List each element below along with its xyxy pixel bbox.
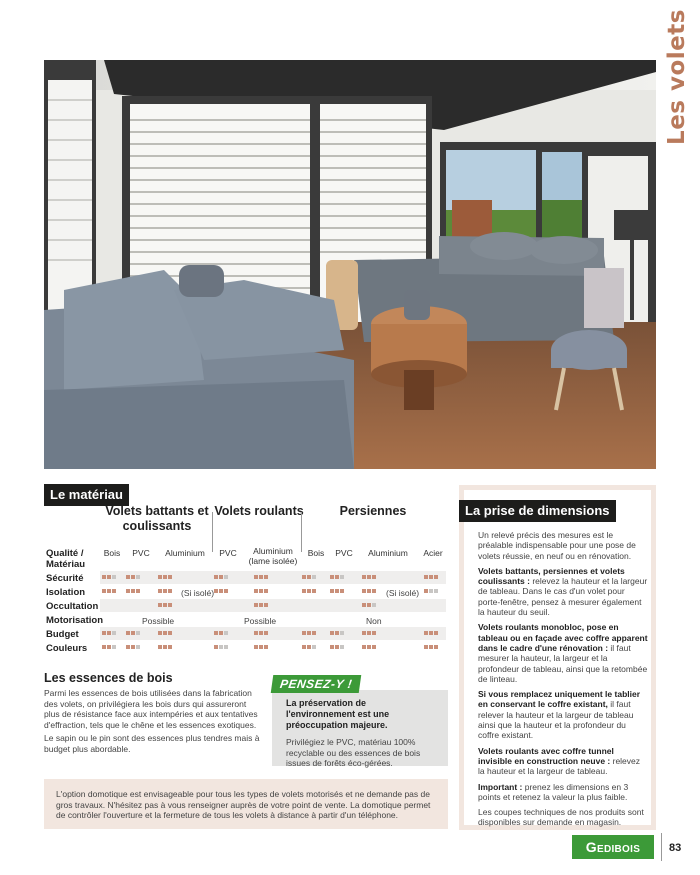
- dimensions-text: [478, 530, 648, 833]
- rating-couleurs-8: [424, 645, 438, 649]
- dimensions-item: Volets roulants monobloc, pose en tableau ou en façade avec coffre apparent dans le cadre d'une rénovation : il faut mesurer la hauteur, la largeur et la profondeur de tableau, ainsi que la retombée de linteau.: [478, 622, 648, 684]
- rating-couleurs-5: [302, 645, 316, 649]
- rating-isolation-3: [214, 589, 228, 593]
- group-header-battants: Volets battants et coulissants: [105, 504, 209, 533]
- motorisation-persiennes: Non: [366, 616, 382, 626]
- rating-isolation-4: [254, 589, 268, 593]
- rating-isolation-6: [330, 589, 344, 593]
- row-label-occultation: Occultation: [46, 601, 99, 612]
- rating-sécurité-2: [158, 575, 172, 579]
- rating-isolation-8: [424, 589, 438, 593]
- rating-isolation-0: [102, 589, 116, 593]
- rating-couleurs-3: [214, 645, 228, 649]
- rating-isolation-2: [158, 589, 172, 593]
- side-title: Les volets: [664, 9, 690, 145]
- rating-budget-3: [214, 631, 228, 635]
- rating-budget-6: [330, 631, 344, 635]
- rating-isolation-7: [362, 589, 376, 593]
- rating-couleurs-2: [158, 645, 172, 649]
- dimensions-item: Important : prenez les dimensions en 3 points et retenez la valeur la plus faible.: [478, 781, 629, 802]
- group-header-persiennes: Persiennes: [339, 504, 407, 518]
- col-acier-3: Acier: [423, 548, 443, 558]
- pensez-badge: PENSEZ-Y !: [271, 675, 362, 693]
- rating-occultation-7: [362, 603, 376, 607]
- essences-title: Les essences de bois: [44, 671, 173, 685]
- gedibois-logo[interactable]: Gedibois: [572, 835, 654, 859]
- rating-isolation-5: [302, 589, 316, 593]
- col-alu-2: Aluminium (lame isolée): [248, 546, 298, 566]
- rating-sécurité-5: [302, 575, 316, 579]
- rating-couleurs-4: [254, 645, 268, 649]
- col-alu-3: Aluminium: [368, 548, 408, 558]
- motorisation-roulants: Possible: [244, 616, 277, 626]
- isolation-note-2: (Si isolé): [386, 588, 420, 598]
- pensez-headline: La préservation de l'environnement est une préoccupation majeure.: [286, 698, 390, 730]
- rating-budget-2: [158, 631, 172, 635]
- dimensions-item: Volets battants, persiennes et volets coulissants : relevez la hauteur et la largeur de tableau. Dans le cas d'un volet pour porte-fenêtre, pensez à mesurer également la hauteur du seuil.: [478, 565, 648, 618]
- rating-budget-8: [424, 631, 438, 635]
- materiau-label: Le matériau: [44, 484, 129, 506]
- domotique-note: L'option domotique est envisageable pour tous les types de volets motorisés et ne demande pas de gros travaux. N'hésitez pas à vous renseigner auprès de votre point de vente. La domotique permet de contrôler l'ouverture et la fermeture de tous les volets à distance à partir d'un téléphone.: [44, 779, 448, 829]
- row-label-securite: Sécurité: [46, 573, 84, 584]
- rating-budget-1: [126, 631, 140, 635]
- essences-p1: Parmi les essences de bois utilisées dans la fabrication des volets, on privilégiera les bois durs qui assureront plus de résistance face aux intempéries et aux tentatives d'effraction, tels que le chêne et les essences exotiques.: [44, 688, 258, 730]
- living-room-photo: [44, 60, 656, 469]
- essences-p2: Le sapin ou le pin sont des essences plus tendres mais à budget plus abordable.: [44, 733, 260, 754]
- rating-budget-7: [362, 631, 376, 635]
- rating-budget-4: [254, 631, 268, 635]
- col-pvc-2: PVC: [219, 548, 237, 558]
- pensez-box: [272, 690, 448, 766]
- rating-sécurité-1: [126, 575, 140, 579]
- row-label-budget: Budget: [46, 629, 79, 640]
- dimensions-outro: Les coupes techniques de nos produits sont disponibles sur demande en magasin.: [478, 807, 644, 828]
- rating-couleurs-7: [362, 645, 376, 649]
- rating-occultation-4: [254, 603, 268, 607]
- dimensions-item: Volets roulants avec coffre tunnel invisible en construction neuve : relevez la hauteur et la largeur de tableau.: [478, 745, 641, 777]
- dimensions-title: La prise de dimensions: [459, 500, 616, 522]
- rating-couleurs-6: [330, 645, 344, 649]
- row-label-isolation: Isolation: [46, 587, 86, 598]
- rating-budget-0: [102, 631, 116, 635]
- rating-sécurité-6: [330, 575, 344, 579]
- group-header-roulants: Volets roulants: [214, 504, 304, 518]
- motorisation-battants: Possible: [142, 616, 175, 626]
- rating-budget-5: [302, 631, 316, 635]
- rating-sécurité-8: [424, 575, 438, 579]
- rating-isolation-1: [126, 589, 140, 593]
- dimensions-item: Si vous remplacez uniquement le tablier en conservant le coffre existant, il faut relever la hauteur et la largeur de tableau ainsi que la hauteur et la profondeur du coffre existant.: [478, 689, 641, 741]
- rating-sécurité-3: [214, 575, 228, 579]
- isolation-note-1: (Si isolé): [181, 588, 215, 598]
- row-label-motorisation: Motorisation: [46, 615, 103, 626]
- rating-sécurité-4: [254, 575, 268, 579]
- row-label-couleurs: Couleurs: [46, 643, 88, 654]
- rating-couleurs-1: [126, 645, 140, 649]
- col-alu-1: Aluminium: [165, 548, 205, 558]
- rating-occultation-2: [158, 603, 172, 607]
- essences-text: [44, 688, 264, 757]
- dimensions-intro: Un relevé précis des mesures est le préalable indispensable pour une pose de volets réussie, en neuf ou en rénovation.: [478, 530, 636, 561]
- rating-couleurs-0: [102, 645, 116, 649]
- col-pvc-3: PVC: [335, 548, 353, 558]
- row-label-qualite: Qualité / Matériau: [46, 548, 86, 570]
- col-bois-1: Bois: [103, 548, 121, 558]
- rating-sécurité-7: [362, 575, 376, 579]
- col-bois-3: Bois: [307, 548, 325, 558]
- page-number: 83: [669, 842, 682, 854]
- rating-sécurité-0: [102, 575, 116, 579]
- col-pvc-1: PVC: [132, 548, 150, 558]
- pensez-text: Privilégiez le PVC, matériau 100% recyclable ou des essences de bois issues de forêts éco-gérées.: [286, 737, 421, 768]
